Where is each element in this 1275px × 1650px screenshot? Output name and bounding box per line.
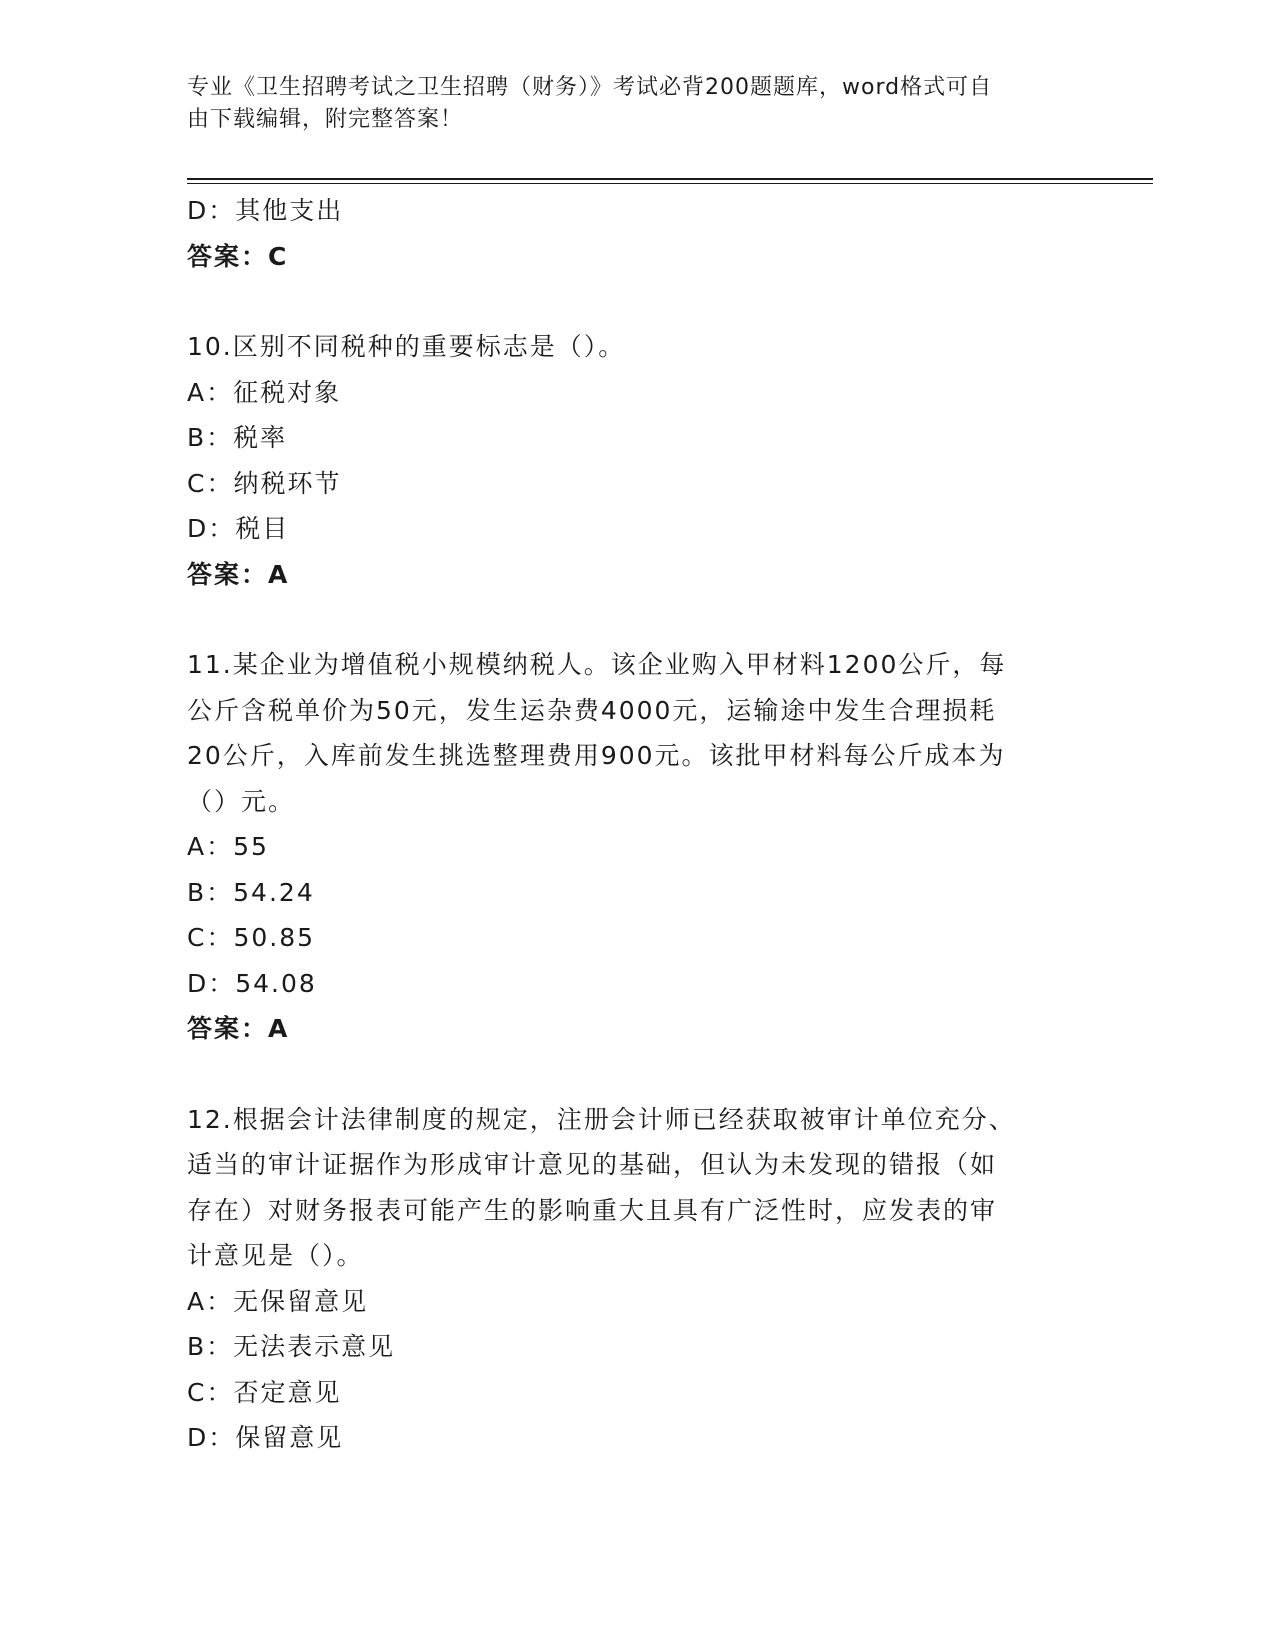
spacer [187,597,1067,642]
question-stem: 10.区别不同税种的重要标志是（）。 [187,332,626,361]
option-b: B：无法表示意见 [187,1332,396,1361]
option-c: C：否定意见 [187,1377,342,1407]
question-11 [187,642,1067,1052]
option-c: C：纳税环节 [187,468,342,498]
document-header [187,72,1067,136]
option-a: A：无保留意见 [187,1286,369,1316]
option-a: A：征税对象 [187,377,342,407]
question-stem-line: 20公斤，入库前发生挑选整理费用900元。该批甲材料每公斤成本为 [187,741,1006,770]
header-divider-thin [187,183,1153,184]
question-stem-line: 计意见是（）。 [187,1241,364,1270]
answer-line: 答案：C [187,241,289,271]
question-stem-line: （）元。 [187,786,296,816]
header-divider-thick [187,178,1153,180]
question-stem-line: 公斤含税单价为50元，发生运杂费4000元，运输途中发生合理损耗 [187,695,997,725]
question-stem-line: 11.某企业为增值税小规模纳税人。该企业购入甲材料1200公斤，每 [187,650,1007,679]
header-line-2: 由下载编辑，附完整答案！ [187,107,464,132]
option-d: D：税目 [187,514,290,543]
header-line-1: 专业《卫生招聘考试之卫生招聘（财务）》考试必背200题题库，word格式可自 [187,75,993,100]
option-d: D：54.08 [187,968,317,998]
option-d: D：保留意见 [187,1423,344,1452]
question-stem-line: 适当的审计证据作为形成审计意见的基础，但认为未发现的错报（如 [187,1150,998,1179]
question-stem-line: 12.根据会计法律制度的规定，注册会计师已经获取被审计单位充分、 [187,1104,1016,1134]
option-d: D：其他支出 [187,196,344,225]
option-a: A：55 [187,832,269,861]
option-b: B：54.24 [187,877,315,907]
question-stem-line: 存在）对财务报表可能产生的影响重大且具有广泛性时，应发表的审 [187,1195,998,1225]
question-12 [187,1097,1067,1461]
option-b: B：税率 [187,423,288,452]
answer-line: 答案：A [187,559,290,589]
spacer [187,1052,1067,1097]
question-content [187,188,1067,1461]
option-c: C：50.85 [187,923,316,952]
answer-line: 答案：A [187,1014,290,1043]
spacer [187,279,1067,324]
question-10 [187,324,1067,597]
